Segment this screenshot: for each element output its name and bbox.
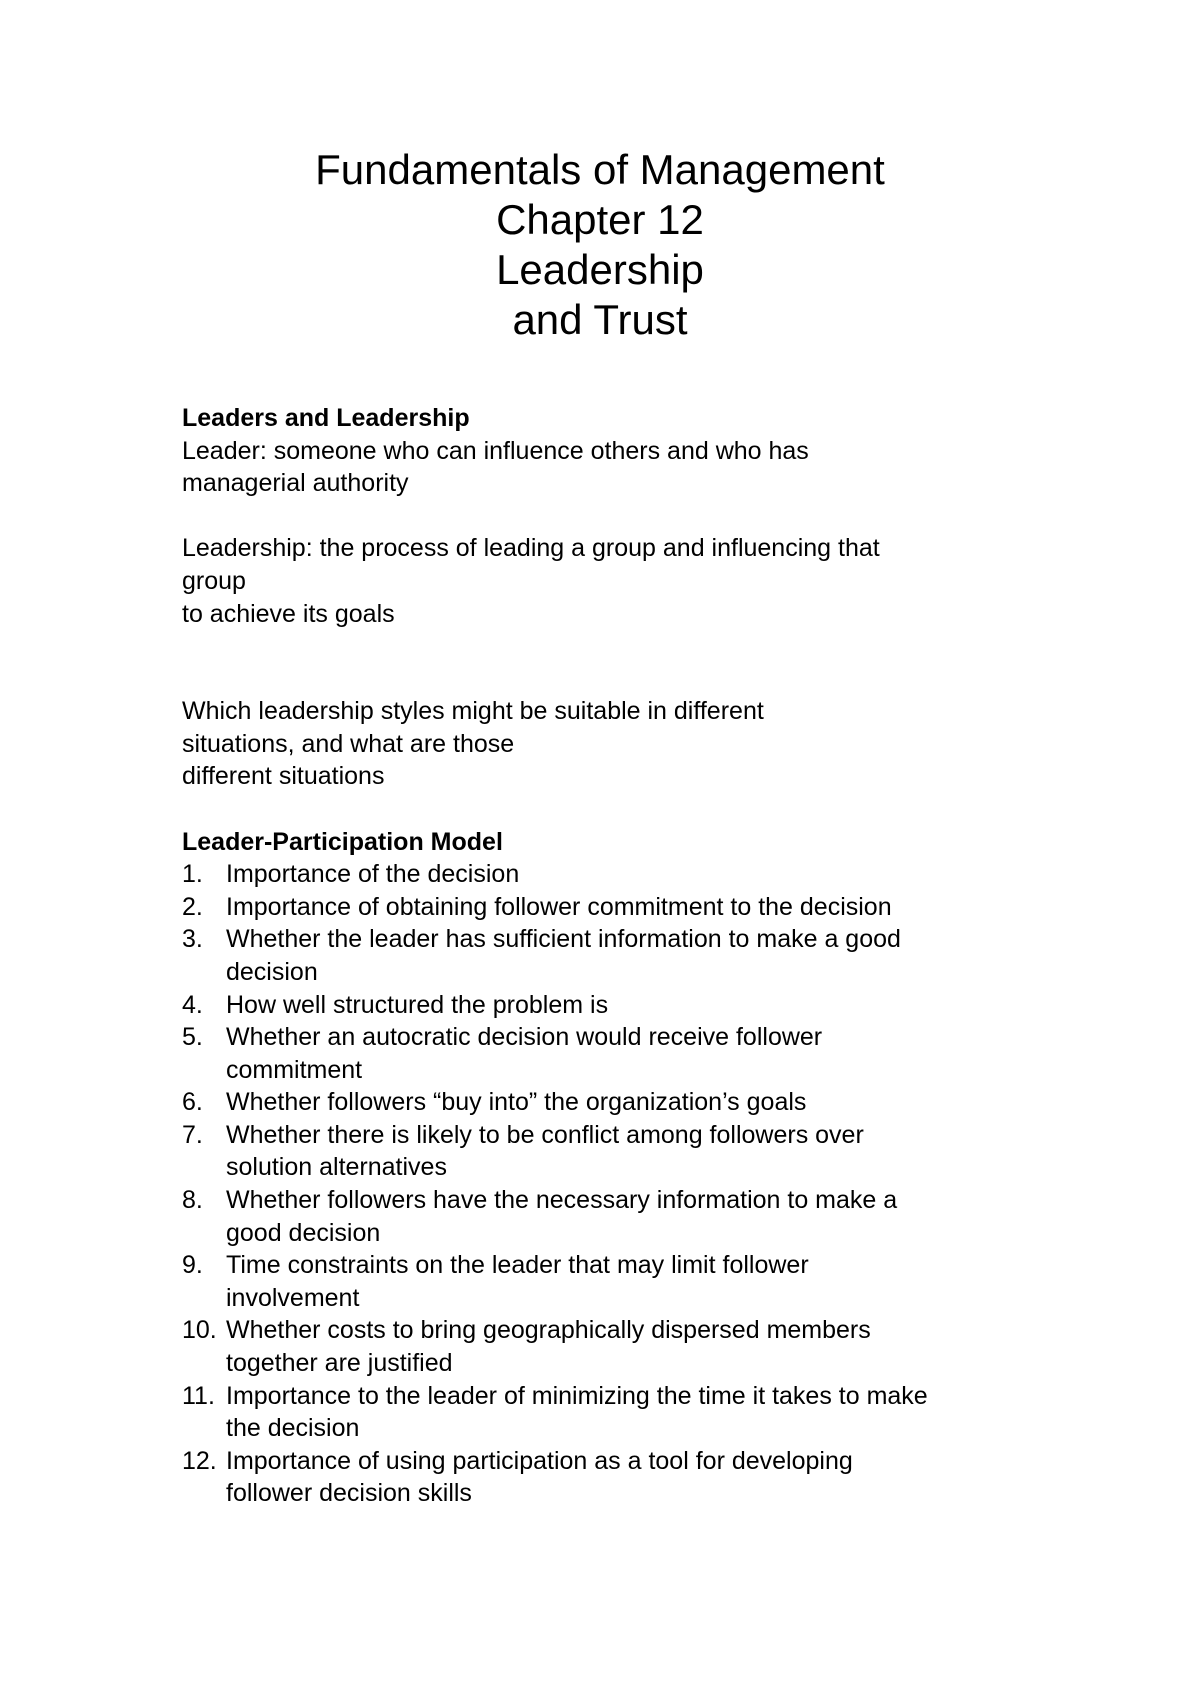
list-item [182, 1086, 1062, 1119]
list-item-text-line: Whether an autocratic decision would receive follower [226, 1023, 823, 1052]
title-line-3: Leadership [496, 246, 704, 293]
list-item [182, 1380, 1062, 1445]
spacer [182, 630, 1062, 695]
list-item-number: 5. [182, 1023, 203, 1052]
list-item [182, 1445, 1062, 1510]
leader-definition-line-1: Leader: someone who can influence others and who has [182, 436, 809, 465]
list-item-text-line: Whether the leader has sufficient information to make a good [226, 925, 901, 954]
list-item [182, 891, 1062, 924]
list-item-text-line: Time constraints on the leader that may limit follower [226, 1251, 809, 1280]
list-item-text-line: Importance of the decision [226, 860, 520, 889]
leadership-definition-line-2: group [182, 566, 246, 595]
list-item [182, 1184, 1062, 1249]
list-item-text-line: Whether costs to bring geographically dispersed members [226, 1316, 871, 1345]
question-line-1: Which leadership styles might be suitable in different [182, 697, 764, 726]
list-item-number: 11. [182, 1381, 215, 1410]
spacer [182, 500, 1062, 533]
list-item-text-line: Whether followers “buy into” the organization’s goals [226, 1088, 807, 1117]
list-item-text-line: decision [226, 957, 318, 986]
leader-definition-line-2: managerial authority [182, 469, 409, 498]
list-item-text-line: Whether there is likely to be conflict among followers over [226, 1120, 864, 1149]
list-item-number: 2. [182, 892, 203, 921]
list-item [182, 1119, 1062, 1184]
list-item [182, 858, 1062, 891]
list-item-number: 9. [182, 1251, 203, 1280]
section-heading-leaders: Leaders and Leadership [182, 404, 470, 432]
list-item-text-line: involvement [226, 1283, 360, 1312]
list-item-text-line: solution alternatives [226, 1153, 447, 1182]
list-item-number: 8. [182, 1186, 203, 1215]
document-title [0, 145, 1200, 345]
list-item-text-line: Importance to the leader of minimizing the time it takes to make [226, 1381, 928, 1410]
list-item-number: 1. [182, 860, 203, 889]
title-line-4: and Trust [512, 296, 688, 343]
list-item [182, 1021, 1062, 1086]
list-item-text-line: together are justified [226, 1349, 453, 1378]
list-item-number: 3. [182, 925, 203, 954]
title-line-2: Chapter 12 [496, 196, 704, 243]
list-item-text-line: commitment [226, 1055, 363, 1084]
list-item-text-line: Importance of obtaining follower commitment to the decision [226, 892, 892, 921]
list-item-text-line: Importance of using participation as a tool for developing [226, 1446, 853, 1475]
spacer [182, 793, 1062, 826]
list-item-number: 10. [182, 1316, 217, 1345]
question-line-2: situations, and what are those [182, 729, 515, 758]
list-item-text-line: How well structured the problem is [226, 990, 609, 1019]
list-item-text-line: Whether followers have the necessary information to make a [226, 1186, 898, 1215]
list-item-text-line: the decision [226, 1414, 360, 1443]
model-factor-list [182, 858, 1062, 1510]
section-heading-model: Leader-Participation Model [182, 827, 503, 856]
list-item-text-line: follower decision skills [226, 1479, 472, 1508]
list-item [182, 989, 1062, 1022]
list-item-text-line: good decision [226, 1218, 381, 1247]
list-item [182, 1249, 1062, 1314]
leadership-definition-line-3: to achieve its goals [182, 599, 395, 628]
question-line-3: different situations [182, 762, 385, 791]
list-item [182, 923, 1062, 988]
title-line-1: Fundamentals of Management [315, 146, 885, 193]
list-item-number: 12. [182, 1446, 217, 1475]
list-item-number: 7. [182, 1120, 203, 1149]
list-item-number: 6. [182, 1088, 203, 1117]
list-item [182, 1314, 1062, 1379]
document-body [182, 402, 1062, 1510]
leadership-definition-line-1: Leadership: the process of leading a group and influencing that [182, 534, 880, 563]
list-item-number: 4. [182, 990, 203, 1019]
